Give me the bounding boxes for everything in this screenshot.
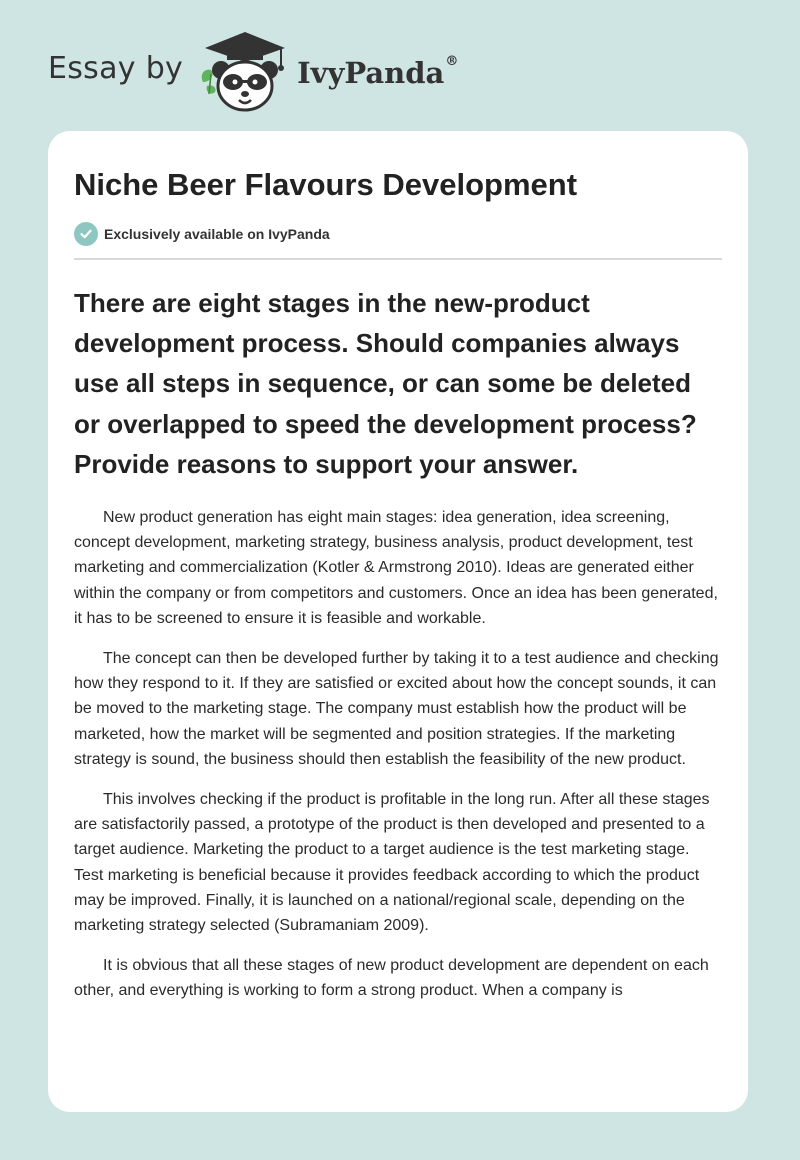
essay-question: There are eight stages in the new-product development process. Should companies always use all steps in sequence, or can some be deleted or overlapped to speed the development process? Provide reasons to support your answer. [74,288,697,479]
essay-card [48,131,748,1112]
trademark-symbol: ® [445,54,459,69]
exclusive-badge [74,221,722,247]
paragraph: New product generation has eight main stages: idea generation, idea screening, concept development, marketing strategy, business analysis, product development, test marketing and commercialization (Kotler & Armstrong 2010). Ideas are generated either within the company or from competitors and customers. Once an idea has been generated, it has to be screened to ensure it is feasible and workable. [74,509,718,627]
page-title: Niche Beer Flavours Development [74,167,578,202]
essay-body [74,505,722,1004]
paragraph: It is obvious that all these stages of new product development are dependent on each other, and everything is working to form a strong product. When a company is [74,957,709,1000]
paragraph: The concept can then be developed further by taking it to a test audience and checking how they respond to it. If they are satisfied or excited about how the concept sounds, it can be moved to the marketing stage. The company must establish how the product will be marketed, how the market will be segmented and position strategies. If the marketing strategy is sound, the business should then establish the feasibility of the new product. [74,650,719,768]
panda-graduation-cap-icon[interactable] [197,30,293,114]
essay-by-label: Essay by [48,50,184,86]
paragraph: This involves checking if the product is profitable in the long run. After all these stages are satisfactorily passed, a prototype of the product is then developed and presented to a target audience. Marketing the product to a target audience is the test marketing stage. Test marketing is beneficial because it provides feedback according to which the product may be improved. Finally, it is launched on a national/regional scale, depending on the marketing strategy selected (Subramaniam 2009). [74,791,710,935]
divider [74,258,722,260]
check-circle-icon [74,222,98,246]
badge-label: Exclusively available on IvyPanda [104,226,330,242]
site-header [48,30,458,114]
brand-name[interactable]: IvyPanda® [297,54,459,90]
